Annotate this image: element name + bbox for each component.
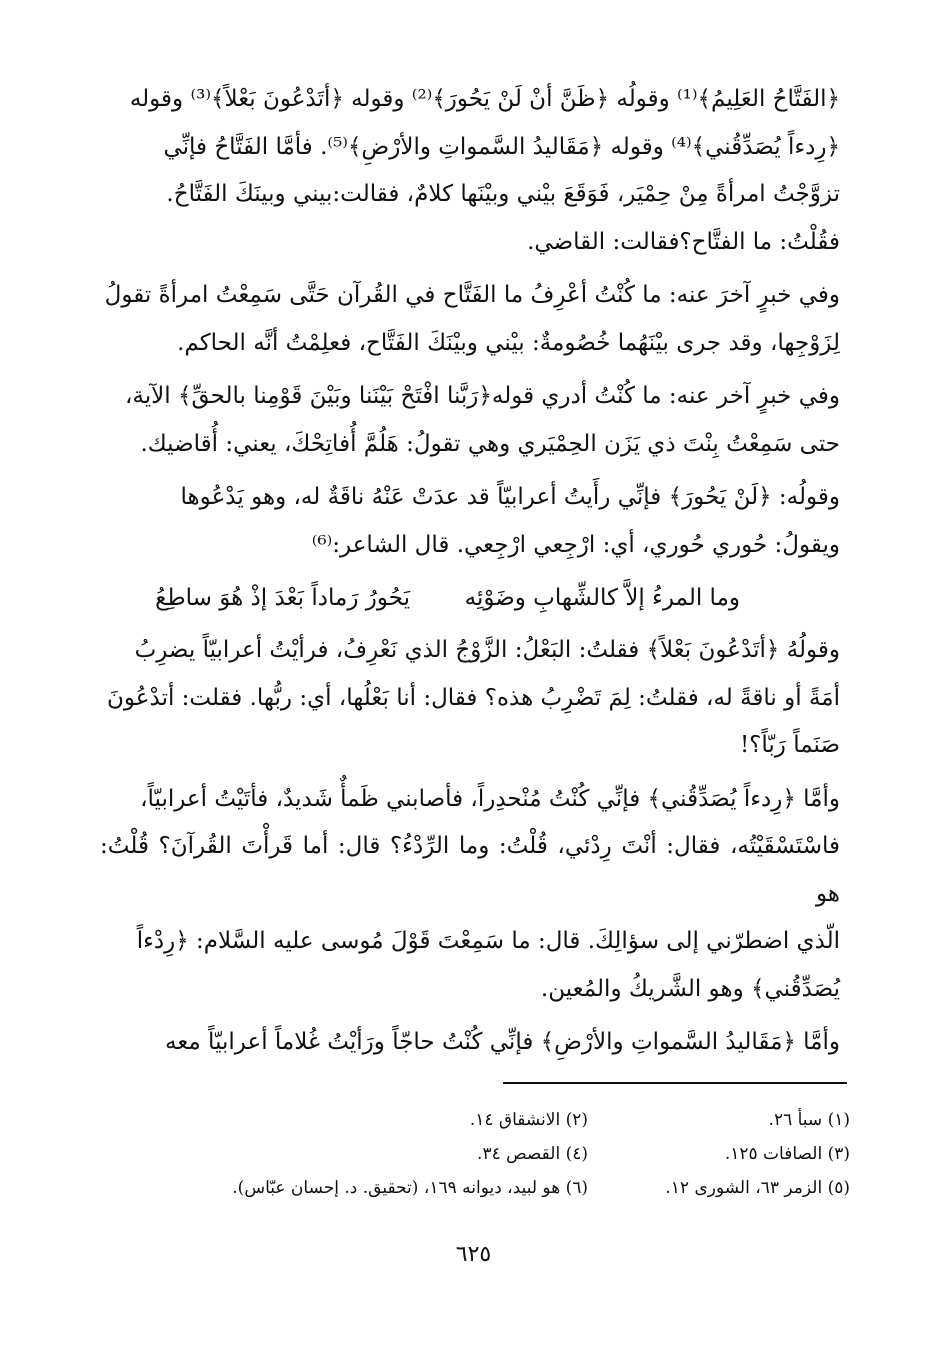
- text-line: ﴿الفَتَّاحُ العَلِيمُ﴾⁽¹⁾ وقولُه ﴿ظَنَّ أنْ لَنْ يَحُورَ﴾⁽²⁾ وقوله ﴿أتَدْعُونَ بَعْلاً﴾⁽³⁾ وقوله: [129, 86, 840, 112]
- paragraph-4: [100, 474, 840, 569]
- footnote-row: [190, 1144, 850, 1178]
- text-line: تزوَّجْتُ امرأةً مِنْ حِمْيَر، فَوَقَعَ بيْني وبيْنَها كلامٌ، فقالت:بيني وبينَكَ الفَتَّاحُ.: [166, 181, 840, 207]
- footnote-4: (٤) القصص ٣٤.: [477, 1144, 588, 1164]
- verse-first-hemistich: وما المرءُ إلاَّ كالشِّهابِ وضَوْئِه: [464, 585, 740, 611]
- paragraph-2: [100, 272, 840, 367]
- footnote-2: (٢) الانشقاق ١٤.: [469, 1110, 588, 1130]
- text-line: صَنَماً رَبّاً؟!: [739, 732, 840, 758]
- paragraph-6: [100, 776, 840, 1014]
- poetry-verse: [100, 575, 840, 623]
- text-line: الّذي اضطرّني إلى سؤالِكَ. قال: ما سَمِعْتَ قَوْلَ مُوسى عليه السَّلام: ﴿رِدْءاً: [136, 928, 840, 954]
- text-line: وقولُهُ ﴿أتَدْعُونَ بَعْلاً﴾ فقلتُ: البَعْلُ: الزَّوْجُ الذي نَعْرِفُ، فرأيْتُ أعرابيّاً يضرِبُ: [134, 637, 840, 663]
- text-line: يُصَدِّقُني﴾ وهو الشَّريكُ والمُعين.: [540, 975, 840, 1002]
- footnote-row: [190, 1110, 850, 1144]
- footnote-1: (١) سبأ ٢٦.: [768, 1110, 850, 1130]
- paragraph-3: [100, 373, 840, 468]
- footnote-row: [190, 1178, 850, 1212]
- text-line: وقولُه: ﴿لَنْ يَحُورَ﴾ فإنِّي رأَيتُ أعرابيّاً قد عدَتْ عَنْهُ ناقَةٌ له، وهو يَدْعُوها: [180, 484, 840, 510]
- text-line: ﴿رِدءاً يُصَدِّقُني﴾⁽⁴⁾ وقوله ﴿مَقَاليدُ السَّمواتِ والأرْضِ﴾⁽⁵⁾. فأمَّا الفَتَّاحُ فإنِّي: [163, 133, 840, 160]
- paragraph-7: [100, 1019, 840, 1067]
- verse-second-hemistich: يَحُورُ رَماداً بَعْدَ إذْ هُوَ ساطِعُ: [155, 585, 410, 611]
- text-line: لِزَوْجِها، وقد جرى بيْنَهُما خُصُومةٌ: بيْني وبيْنَكَ الفَتَّاح، فعلِمْتُ أنَّه الحاكم.: [177, 329, 840, 356]
- paragraph-5: [100, 627, 840, 770]
- footnote-6: (٦) هو لبيد، ديوانه ١٦٩، (تحقيق. د. إحسان عبّاس).: [232, 1178, 588, 1198]
- text-line: حتى سَمِعْتُ بِنْتَ ذي يَزَن الحِمْيَري وهي تقولُ: هَلُمَّ أُفاتِحْكَ، يعني: أُقاضيك.: [140, 430, 840, 457]
- text-line: وفي خبرٍ آخرَ عنه: ما كُنْتُ أعْرِفُ ما الفَتَّاح في القُرآن حَتَّى سَمِعْتُ امرأةً تقولُ: [104, 282, 840, 308]
- main-text: [100, 76, 840, 1073]
- text-line: ويقولُ: حُوري حُوري، أي: ارْجِعي ارْجِعي. قال الشاعر:⁽⁶⁾: [311, 531, 840, 558]
- text-line: وأمَّا ﴿رِدءاً يُصَدِّقُني﴾ فإنِّي كُنْتُ مُنْحدِراً، فأصابني ظَمأٌ شَديدٌ، فأتَيْتُ أعرابيّاً،: [140, 785, 840, 812]
- text-line: فقُلْتُ: ما الفتَّاح؟فقالت: القاضي.: [527, 228, 840, 255]
- text-line: وفي خبرٍ آخر عنه: ما كُنْتُ أدري قوله﴿رَبَّنا افْتَحْ بَيْنَنا وبَيْنَ قَوْمِنا بالحقِّ﴾ الآية،: [125, 383, 840, 409]
- footnotes: [190, 1110, 850, 1212]
- text-line: أمَةً أو ناقةً له، فقلتُ: لِمَ تَضْرِبُ هذه؟ فقال: أنا بَعْلُها، أي: ربُّها. فقلت: أتدْعُونَ: [107, 684, 840, 711]
- text-line: فاسْتَسْقَيْتُه، فقال: أنْتَ رِدْئي، قُلْتُ: وما الرِّدْءُ؟ قال: أما قَرأْتَ القُرآنَ؟ قُلْتُ: هو: [100, 833, 840, 907]
- footnote-divider: [503, 1082, 847, 1084]
- text-line: وأمَّا ﴿مَقَاليدُ السَّمواتِ والأرْضِ﴾ فإنِّي كُنْتُ حاجّاً ورَأيْتُ غُلاماً أعرابيّاً معه: [165, 1029, 840, 1055]
- page-number: ٦٢٥: [455, 1242, 492, 1267]
- footnote-5: (٥) الزمر ٦٣، الشورى ١٢.: [665, 1178, 850, 1198]
- paragraph-1: [100, 76, 840, 266]
- footnote-3: (٣) الصافات ١٢٥.: [724, 1144, 850, 1164]
